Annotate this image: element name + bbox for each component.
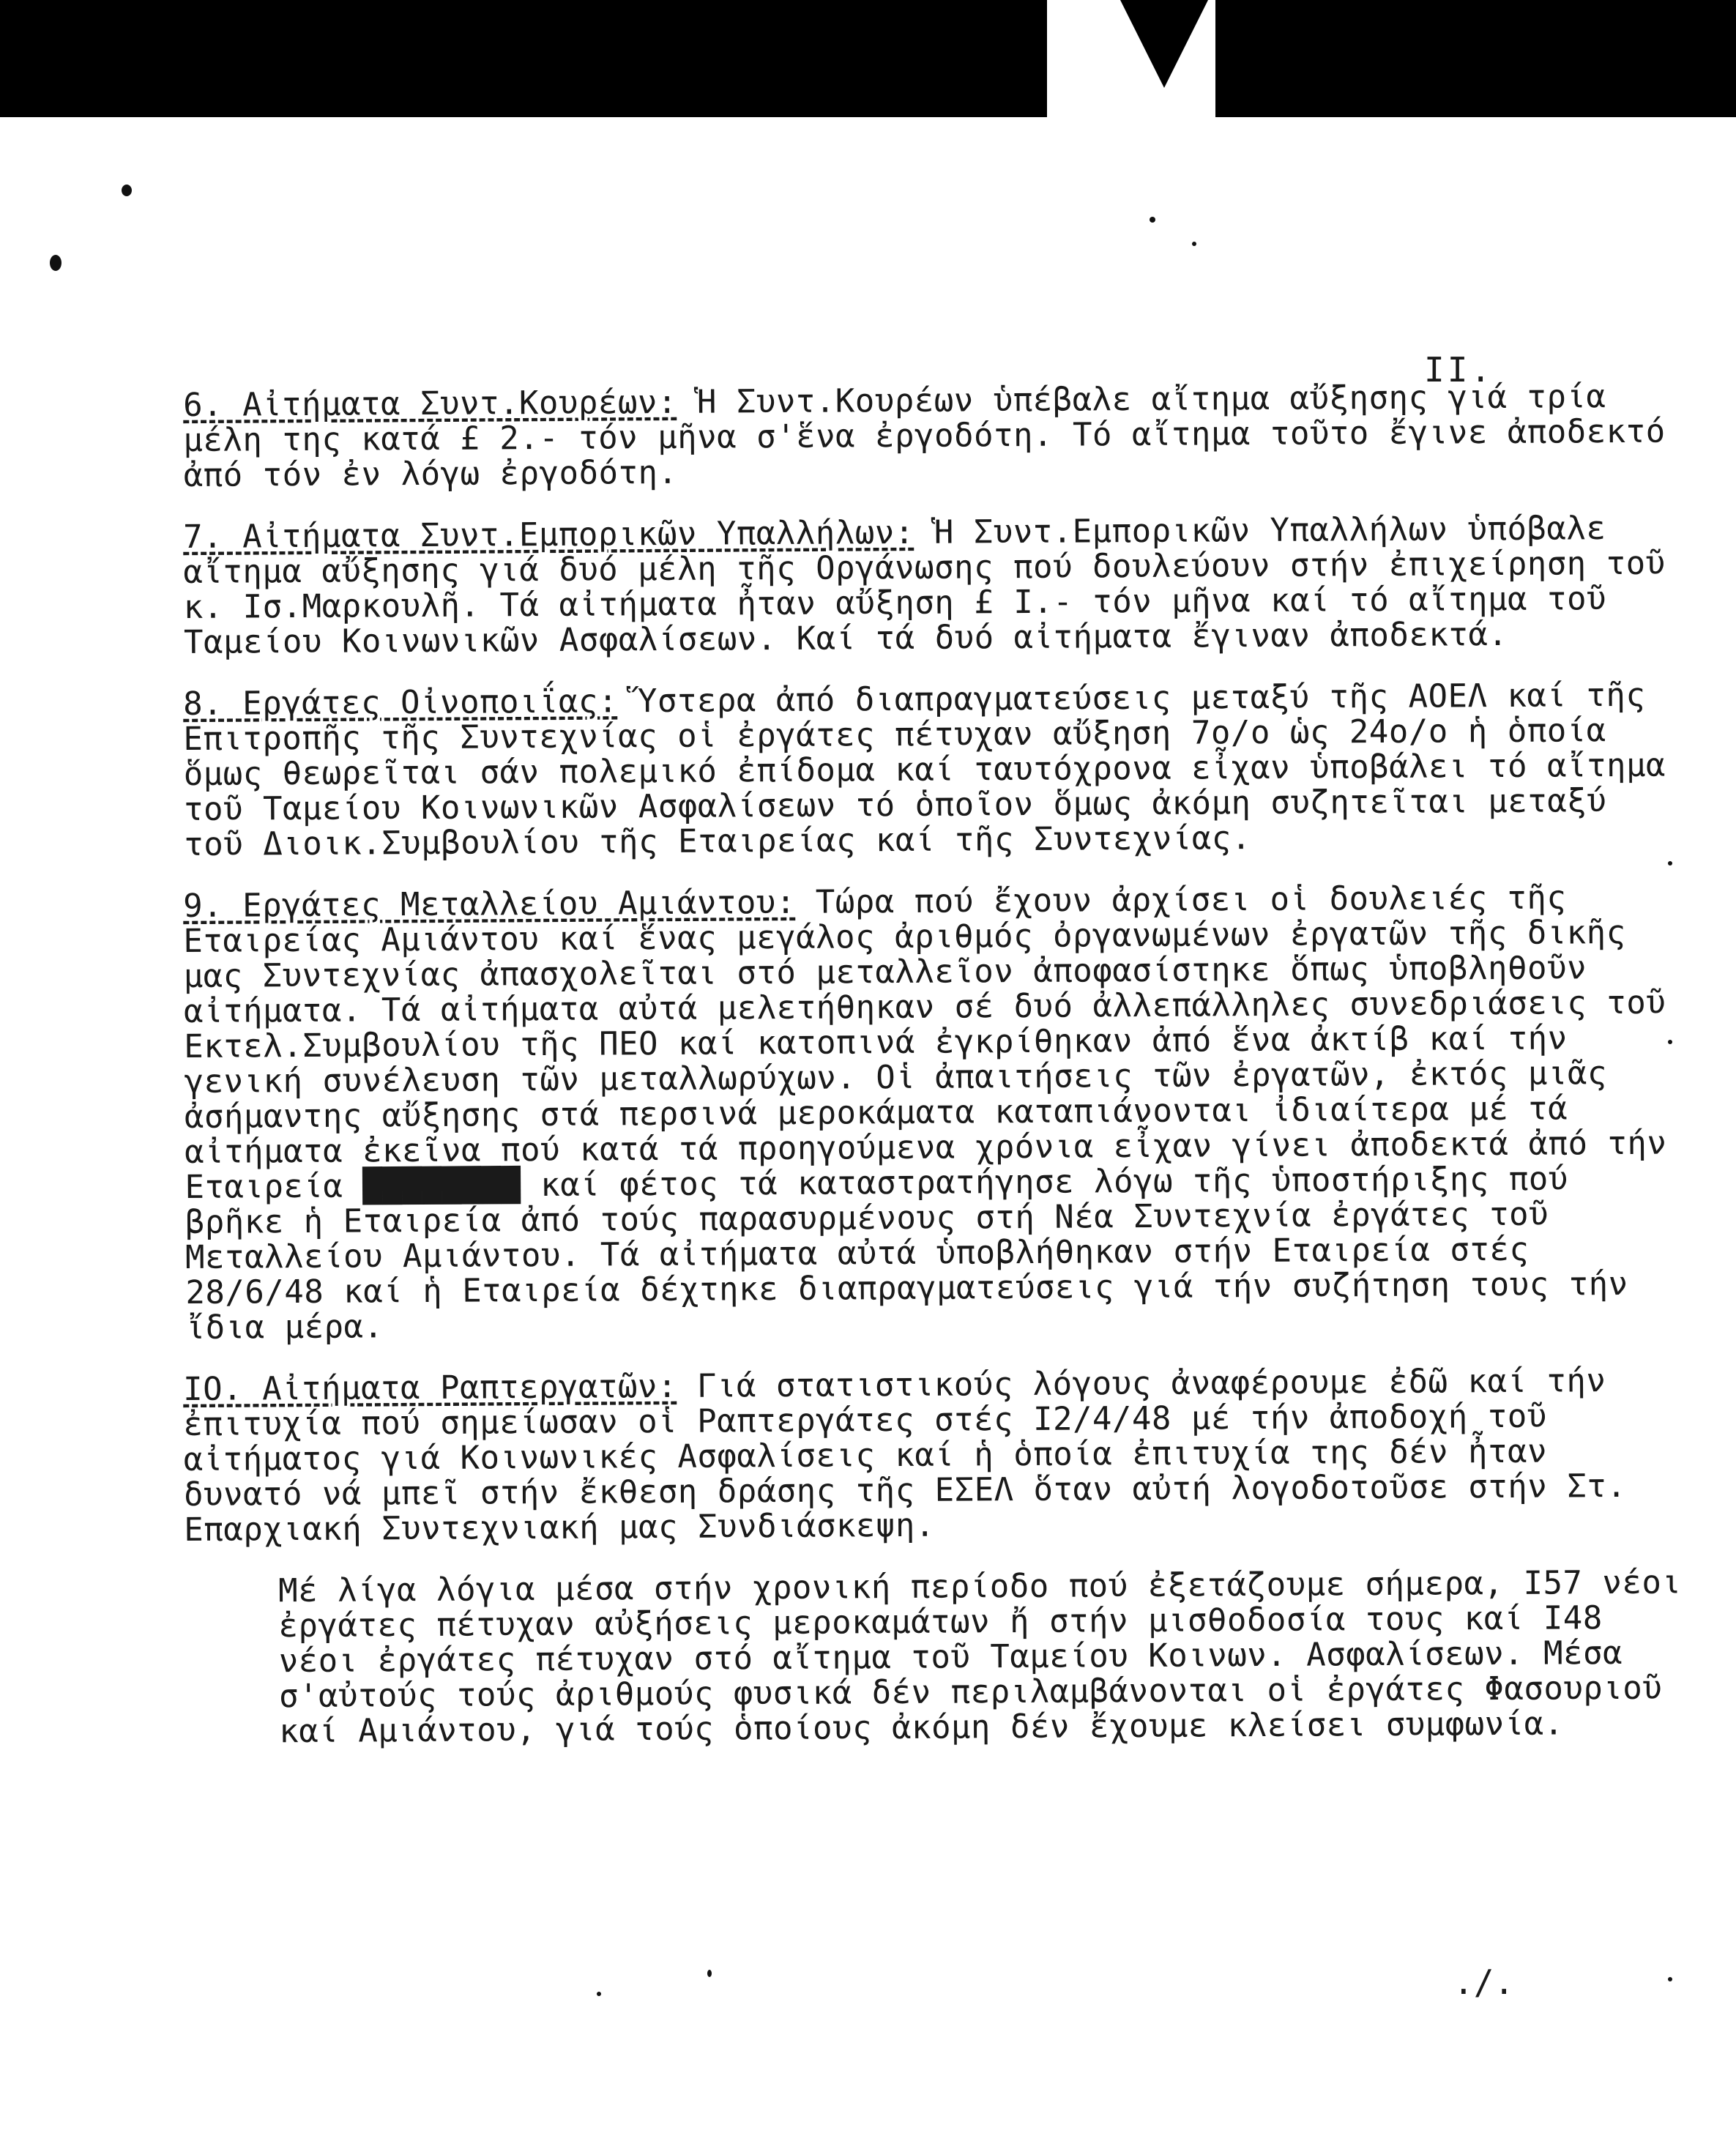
section-heading: 9. Εργάτες Μεταλλείου Αμιάντου: (182, 883, 796, 925)
scan-border-wedge (1120, 0, 1208, 88)
scan-speck (1192, 242, 1196, 246)
scan-speck (707, 1970, 712, 1977)
section-asbestos-mine-workers (183, 879, 1687, 1346)
page-continuation-mark: ./. (1453, 1962, 1515, 2002)
section-barbers (183, 379, 1685, 494)
section-heading: 8. Εργάτες Οἰνοποιΐας: (182, 682, 619, 723)
section-body: Μέ λίγα λόγια μέσα στήν χρονική περίοδο πού ἐξετάζουμε σήμερα, I57 νέοι ἐργάτες πέτυχαν αὐξήσεις μεροκαμάτων ἤ στήν μισθοδοσία τους καί I48 νέοι ἐργάτες πέτυχαν στό αἴτημα τοῦ Ταμείου Κοινων. Ασφαλίσεων. Μέσα σ'αὐτούς τούς ἀριθμούς φυσικά δέν περιλαμβάνονται οἱ ἐργάτες Φασουριοῦ καί Αμιάντου, γιά τούς ὁποίους ἀκόμη δέν ἔχουμε κλείσει συμφωνία. (277, 1563, 1682, 1751)
section-body: Ἡ Συντ.Κουρέων ὑπέβαλε αἴτημα αὔξησης γιά τρία μέλη της κατά £ 2.- τόν μῆνα σ'ἕνα ἐργοδότη. Τό αἴτημα τοῦτο ἔγινε ἀποδεκτό ἀπό τόν ἐν λόγω ἐργοδότη. (183, 378, 1666, 494)
section-commercial-employees (183, 510, 1685, 660)
section-heading: 7. Αἰτήματα Συντ.Εμπορικῶν Υπαλλήλων: (182, 513, 914, 556)
scan-speck (597, 1992, 601, 1996)
scan-speck (50, 255, 62, 271)
scan-speck (122, 185, 132, 196)
summary-paragraph (183, 1565, 1685, 1750)
scan-speck (1668, 1977, 1672, 1981)
document-body (182, 378, 1684, 1776)
section-body: Τώρα πού ἔχουν ἀρχίσει οἱ δουλειές τῆς Εταιρείας Αμιάντου καί ἕνας μεγάλος ἀριθμός ὀργανωμένων ἐργατῶν τῆς δικῆς μας Συντεχνίας ἀπασχολεῖται στό μεταλλεῖον ἀποφασίστηκε ὅπως ὑποβληθοῦν αἰτήματα. Τά αἰτήματα αὐτά μελετήθηκαν σέ δυό ἀλλεπάλληλες συνεδριάσεις τοῦ Εκτελ.Συμβουλίου τῆς ΠΕΟ καί κατοπινά ἐγκρίθηκαν ἀπό ἕνα ἀκτίβ καί τήν γενική συνέλευση τῶν μεταλλωρύχων. Οἱ ἀπαιτήσεις τῶν ἐργατῶν, ἐκτός μιᾶς ἀσήμαντης αὔξησης στά περσινά μεροκάματα καταπιάνονται ἰδιαίτερα μέ τά αἰτήματα ἐκεῖνα πού κατά τά προηγούμενα χρόνια εἶχαν γίνει ἀποδεκτά ἀπό τήν Εταιρεία ████████ καί φέτος τά καταστρατήγησε λόγω τῆς ὑποστήριξης πού βρῆκε ἡ Εταιρεία ἀπό τούς παρασυρμένους στή Νέα Συντεχνία ἐργάτες τοῦ Μεταλλείου Αμιάντου. Τά αἰτήματα αὐτά ὑποβλήθηκαν στήν Εταιρεία στές 28/6/48 καί ἡ Εταιρεία δέχτηκε διαπραγματεύσεις γιά τήν συζήτηση τους τήν ἴδια μέρα. (183, 879, 1667, 1347)
section-heading: IO. Αἰτήματα Ραπτεργατῶν: (182, 1367, 678, 1408)
page-number: II. (1424, 350, 1494, 390)
scan-top-border (0, 0, 1736, 117)
section-body: Ὕστερα ἀπό διαπραγματεύσεις μεταξύ τῆς ΑΟΕΛ καί τῆς Επιτροπῆς τῆς Συντεχνίας οἱ ἐργάτες πέτυχαν αὔξηση 7ο/ο ὡς 24ο/ο ἡ ὁποία ὅμως θεωρεῖται σάν πολεμικό ἐπίδομα καί ταυτόχρονα εἶχαν ὑποβάλει τό αἴτημα τοῦ Ταμείου Κοινωνικῶν Ασφαλίσεων τό ὁποῖον ὅμως ἀκόμη συζητεῖται μεταξύ τοῦ Διοικ.Συμβουλίου τῆς Εταιρείας καί τῆς Συντεχνίας. (183, 676, 1666, 863)
section-heading: 6. Αἰτήματα Συντ.Κουρέων: (182, 383, 678, 424)
section-tailors (183, 1363, 1685, 1548)
section-winery-workers (183, 677, 1685, 863)
section-body: Ἡ Συντ.Εμπορικῶν Υπαλλήλων ὑπόβαλε αἴτημα αὔξησης γιά δυό μέλη τῆς Οργάνωσης πού δουλεύουν στήν ἐπιχείρηση τοῦ κ. Ισ.Μαρκουλῆ. Τά αἰτήματα ἦταν αὔξηση £ I.- τόν μῆνα καί τό αἴτημα τοῦ Ταμείου Κοινωνικῶν Ασφαλίσεων. Καί τά δυό αἰτήματα ἔγιναν ἀποδεκτά. (183, 510, 1666, 661)
section-body: Γιά στατιστικούς λόγους ἀναφέρουμε ἐδῶ καί τήν ἐπιτυχία πού σημείωσαν οἱ Ραπτεργάτες στές I2/4/48 μέ τήν ἀποδοχή τοῦ αἰτήματος γιά Κοινωνικές Ασφαλίσεις καί ἡ ὁποία ἐπιτυχία της δέν ἦταν δυνατό νά μπεῖ στήν ἔκθεση δράσης τῆς ΕΣΕΛ ὅταν αὐτή λογοδοτοῦσε στήν Στ. Επαρχιακή Συντεχνιακή μας Συνδιάσκεψη. (183, 1362, 1627, 1549)
scan-speck (1150, 217, 1155, 223)
